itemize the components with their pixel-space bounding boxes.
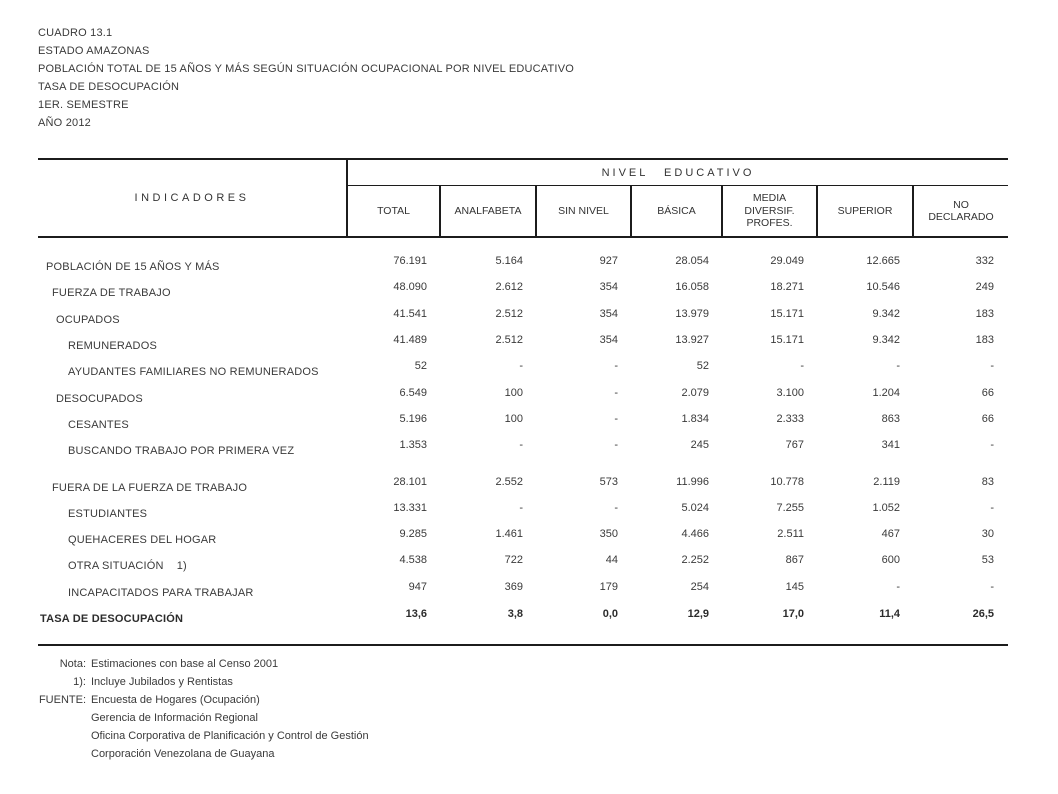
cell: - [990, 360, 994, 373]
table-row [38, 254, 1008, 280]
cell: 66 [981, 412, 994, 425]
cell: 2.612 [495, 281, 523, 294]
cell: 30 [981, 528, 994, 541]
cell: 15.171 [770, 334, 804, 347]
table-row [38, 333, 1008, 359]
footnote-label: FUENTE: [38, 694, 86, 706]
cell: 2.119 [873, 475, 900, 488]
column-header: NO DECLARADO [928, 198, 994, 223]
cell: 11.996 [676, 475, 709, 488]
table-row [38, 501, 1008, 527]
column-header: TOTAL [348, 186, 441, 236]
cell: 2.512 [495, 334, 523, 347]
cell: 183 [975, 334, 994, 347]
cell: 350 [599, 528, 618, 541]
cell: - [614, 412, 618, 425]
cell: 2.079 [681, 386, 709, 399]
cell: 767 [785, 439, 804, 452]
cell: 9.342 [872, 307, 900, 320]
cell: 52 [696, 360, 709, 373]
cell: 947 [408, 580, 427, 593]
cell: 13.927 [675, 334, 709, 347]
footnotes [38, 655, 369, 763]
table-row [38, 412, 1008, 438]
cell: 100 [504, 412, 523, 425]
cell: 145 [785, 580, 804, 593]
row-label: ESTUDIANTES [68, 507, 148, 520]
table-row [38, 580, 1008, 606]
group-header-nivel-educativo: NIVEL EDUCATIVO [348, 160, 1008, 186]
cell: 41.541 [393, 307, 427, 320]
column-headers [348, 186, 1008, 236]
cell: 5.196 [399, 412, 427, 425]
row-label: AYUDANTES FAMILIARES NO REMUNERADOS [68, 366, 319, 379]
row-label: OTRA SITUACIÓN 1) [68, 560, 187, 573]
footnote-line [38, 727, 369, 745]
cell: 9.285 [399, 528, 427, 541]
table-row [38, 527, 1008, 553]
cell: - [990, 580, 994, 593]
table-row [38, 474, 1008, 500]
cell: 341 [881, 439, 900, 452]
footnote-text: Incluye Jubilados y Rentistas [91, 676, 233, 688]
footnote-line [38, 673, 369, 691]
cell: - [614, 501, 618, 514]
cell: 28.101 [393, 475, 427, 488]
cell: 6.549 [399, 386, 427, 399]
footnote-label [38, 709, 86, 727]
row-label: POBLACIÓN DE 15 AÑOS Y MÁS [46, 261, 220, 274]
cell: 354 [599, 307, 618, 320]
cell: 2.512 [495, 307, 523, 320]
cell: 10.546 [866, 281, 900, 294]
cell: 2.252 [681, 554, 709, 567]
cell: - [896, 580, 900, 593]
column-header: SUPERIOR [818, 186, 914, 236]
cell: 1.052 [872, 501, 900, 514]
cell: 1.461 [495, 528, 523, 541]
footnote-line [38, 691, 369, 709]
cell: 17,0 [782, 608, 804, 620]
row-label: CESANTES [68, 418, 129, 431]
cell: 332 [975, 255, 994, 268]
cell: 10.778 [770, 475, 804, 488]
corner-header-indicadores: INDICADORES [38, 160, 348, 236]
cell: 2.511 [777, 528, 804, 541]
title-line: TASA DE DESOCUPACIÓN [38, 81, 180, 93]
table-row [38, 606, 1008, 632]
cell: 5.024 [681, 501, 709, 514]
cell: 48.090 [393, 281, 427, 294]
title-line: AÑO 2012 [38, 117, 91, 129]
row-label: DESOCUPADOS [56, 392, 143, 405]
cell: 1.834 [681, 412, 709, 425]
table-row [38, 280, 1008, 306]
table-row [38, 438, 1008, 464]
title-line: 1ER. SEMESTRE [38, 99, 129, 111]
row-label: FUERA DE LA FUERZA DE TRABAJO [52, 481, 248, 494]
cell: - [614, 386, 618, 399]
row-label: INCAPACITADOS PARA TRABAJAR [68, 586, 254, 599]
cell: 249 [975, 281, 994, 294]
row-label: BUSCANDO TRABAJO POR PRIMERA VEZ [68, 445, 295, 458]
cell: 927 [599, 255, 618, 268]
cell: - [519, 501, 523, 514]
footnote-text: Oficina Corporativa de Planificación y Control de Gestión [91, 730, 369, 742]
cell: 354 [599, 281, 618, 294]
cell: 13.331 [393, 501, 427, 514]
footnote-text: Gerencia de Información Regional [91, 712, 258, 724]
cell: - [519, 439, 523, 452]
cell: 100 [504, 386, 523, 399]
row-label: TASA DE DESOCUPACIÓN [40, 613, 184, 625]
cell: 369 [504, 580, 523, 593]
cell: 7.255 [776, 501, 804, 514]
cell: 4.466 [681, 528, 709, 541]
statistics-table [38, 158, 1008, 646]
cell: 66 [981, 386, 994, 399]
footnote-label [38, 727, 86, 745]
section-gap [38, 464, 1008, 474]
cell: 354 [599, 334, 618, 347]
cell: 2.552 [495, 475, 523, 488]
cell: 600 [881, 554, 900, 567]
cell: 4.538 [399, 554, 427, 567]
row-label: QUEHACERES DEL HOGAR [68, 534, 217, 547]
column-header: BÁSICA [632, 186, 723, 236]
table-row [38, 307, 1008, 333]
table-row [38, 553, 1008, 579]
cell: 183 [975, 307, 994, 320]
table-row [38, 385, 1008, 411]
cell: 3.100 [776, 386, 804, 399]
cell: 254 [690, 580, 709, 593]
cell: 83 [981, 475, 994, 488]
cell: 16.058 [675, 281, 709, 294]
cell: - [800, 360, 804, 373]
title-line: ESTADO AMAZONAS [38, 45, 150, 57]
table-header-right [348, 160, 1008, 236]
cell: 12.665 [866, 255, 900, 268]
cell: 245 [690, 439, 709, 452]
footnote-label [38, 745, 86, 763]
cell: 179 [599, 580, 618, 593]
cell: 9.342 [872, 334, 900, 347]
column-header: SIN NIVEL [537, 186, 632, 236]
column-header: MEDIA DIVERSIF. PROFES. [723, 186, 818, 236]
footnote-line [38, 745, 369, 763]
row-label: FUERZA DE TRABAJO [52, 287, 171, 300]
footnote-text: Estimaciones con base al Censo 2001 [91, 658, 279, 670]
cell: 722 [504, 554, 523, 567]
table-body [38, 238, 1008, 646]
row-label: REMUNERADOS [68, 340, 157, 353]
cell: 12,9 [687, 608, 709, 620]
cell: 26,5 [972, 608, 994, 620]
cell: - [614, 439, 618, 452]
cell: - [614, 360, 618, 373]
cell: 867 [785, 554, 804, 567]
cell: - [896, 360, 900, 373]
cell: 3,8 [507, 608, 523, 620]
cell: 29.049 [770, 255, 804, 268]
cell: 18.271 [770, 281, 804, 294]
footnote-label: 1): [73, 676, 86, 688]
cell: 1.204 [872, 386, 900, 399]
cell: 11,4 [879, 608, 900, 620]
cell: 2.333 [776, 412, 804, 425]
table-header [38, 158, 1008, 238]
cell: 44 [605, 554, 618, 567]
cell: 52 [414, 360, 427, 373]
cell: 76.191 [393, 255, 427, 268]
table-row [38, 359, 1008, 385]
cell: 0,0 [602, 608, 618, 620]
cell: 15.171 [770, 307, 804, 320]
column-header: ANALFABETA [441, 186, 537, 236]
cell: - [990, 501, 994, 514]
footnote-text: Corporación Venezolana de Guayana [91, 748, 275, 760]
cell: 41.489 [393, 334, 427, 347]
footnote-line [38, 709, 369, 727]
title-line: POBLACIÓN TOTAL DE 15 AÑOS Y MÁS SEGÚN SITUACIÓN OCUPACIONAL POR NIVEL EDUCATIVO [38, 63, 574, 75]
cell: 13,6 [405, 608, 427, 620]
footnote-text: Encuesta de Hogares (Ocupación) [91, 694, 260, 706]
cell: - [990, 439, 994, 452]
row-label: OCUPADOS [56, 313, 120, 326]
footnote-label: Nota: [59, 658, 86, 670]
cell: 13.979 [675, 307, 709, 320]
cell: 53 [981, 554, 994, 567]
title-block [38, 24, 574, 132]
cell: 5.164 [495, 255, 523, 268]
cell: 1.353 [399, 439, 427, 452]
cell: - [519, 360, 523, 373]
cell: 863 [881, 412, 900, 425]
cell: 467 [881, 528, 900, 541]
cell: 573 [599, 475, 618, 488]
cell: 28.054 [675, 255, 709, 268]
footnote-line [38, 655, 369, 673]
title-line: CUADRO 13.1 [38, 27, 113, 39]
